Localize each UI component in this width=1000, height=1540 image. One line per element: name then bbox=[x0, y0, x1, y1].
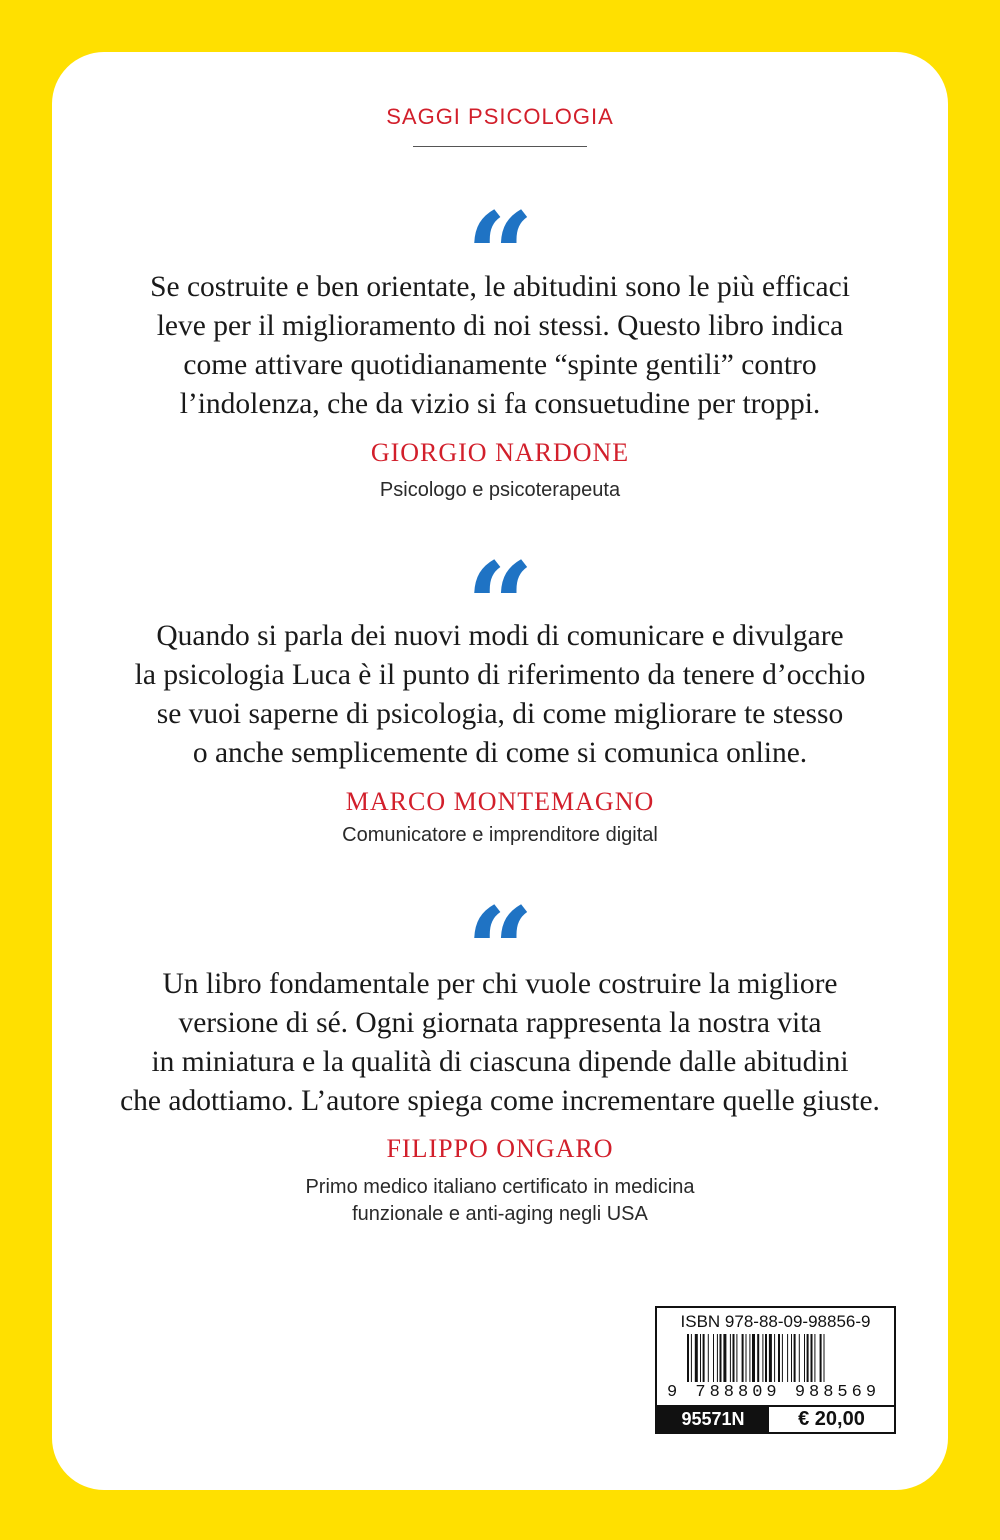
price-label: € 20,00 bbox=[798, 1408, 865, 1430]
testimonial-role bbox=[0, 822, 1000, 849]
barcode-bar bbox=[774, 1334, 775, 1382]
barcode-bar bbox=[765, 1334, 767, 1382]
quote-line: Un libro fondamentale per chi vuole costruire la migliore bbox=[162, 968, 838, 1000]
quote-line: in miniatura e la qualità di ciascuna dipende dalle abitudini bbox=[151, 1046, 849, 1078]
barcode-bar bbox=[762, 1334, 763, 1382]
barcode-bar bbox=[746, 1334, 747, 1382]
barcode-bar bbox=[736, 1334, 737, 1382]
barcode-bar bbox=[804, 1334, 805, 1382]
testimonial-author: FILIPPO ONGARO bbox=[386, 1134, 614, 1163]
price-strip bbox=[657, 1405, 894, 1432]
barcode-bar bbox=[752, 1334, 755, 1382]
testimonial-role bbox=[0, 477, 1000, 504]
category-label: SAGGI PSICOLOGIA bbox=[386, 104, 614, 129]
barcode-bar bbox=[769, 1334, 772, 1382]
barcode-bar bbox=[720, 1334, 722, 1382]
barcode-bar bbox=[787, 1334, 788, 1382]
barcode-bar bbox=[799, 1334, 800, 1382]
barcode-bar bbox=[733, 1334, 735, 1382]
barcode-bar bbox=[778, 1334, 780, 1382]
barcode-icon bbox=[687, 1334, 867, 1382]
role-line: Comunicatore e imprenditore digital bbox=[342, 824, 658, 846]
barcode-bar bbox=[717, 1334, 718, 1382]
barcode-bar bbox=[730, 1334, 731, 1382]
quote-line: versione di sé. Ogni giornata rappresenta la nostra vita bbox=[178, 1007, 822, 1039]
isbn-number: ISBN 978-88-09-98856-9 bbox=[680, 1312, 871, 1331]
barcode-bar bbox=[824, 1334, 825, 1382]
barcode-bar bbox=[687, 1334, 689, 1382]
testimonial-quote bbox=[40, 617, 960, 773]
barcode-bar bbox=[807, 1334, 809, 1382]
barcode-bar bbox=[695, 1334, 698, 1382]
role-line: Psicologo e psicoterapeuta bbox=[379, 479, 621, 501]
barcode-bar bbox=[820, 1334, 822, 1382]
barcode-bar bbox=[691, 1334, 692, 1382]
barcode-bar bbox=[749, 1334, 750, 1382]
testimonial-author: MARCO MONTEMAGNO bbox=[345, 787, 655, 816]
barcode-bar bbox=[742, 1334, 744, 1382]
testimonial-quote bbox=[40, 268, 960, 424]
quote-mark-icon: “ bbox=[466, 881, 534, 1020]
barcode-bar bbox=[723, 1334, 726, 1382]
testimonial-author: GIORGIO NARDONE bbox=[370, 438, 630, 467]
quote-line: Quando si parla dei nuovi modi di comunicare e divulgare bbox=[156, 620, 844, 652]
quote-line: leve per il miglioramento di noi stessi. Questo libro indica bbox=[156, 310, 844, 342]
testimonial-quote bbox=[40, 965, 960, 1121]
product-code: 95571N bbox=[657, 1407, 769, 1432]
category-divider bbox=[413, 146, 587, 147]
barcode-digits: 9 788809 988569 bbox=[667, 1383, 881, 1402]
role-line: Primo medico italiano certificato in medicina bbox=[305, 1176, 695, 1198]
quote-line: l’indolenza, che da vizio si fa consuetudine per troppi. bbox=[179, 388, 821, 420]
quote-line: come attivare quotidianamente “spinte gentili” contro bbox=[183, 349, 817, 381]
quote-line: se vuoi saperne di psicologia, di come migliorare te stesso bbox=[156, 698, 844, 730]
barcode-bar bbox=[757, 1334, 759, 1382]
barcode-bar bbox=[791, 1334, 792, 1382]
barcode-bar bbox=[794, 1334, 796, 1382]
barcode-bar bbox=[700, 1334, 701, 1382]
barcode-bar bbox=[782, 1334, 783, 1382]
testimonial-role bbox=[0, 1174, 1000, 1228]
quote-mark-icon: “ bbox=[466, 536, 534, 675]
quote-line: che adottiamo. L’autore spiega come incrementare quelle giuste. bbox=[120, 1085, 880, 1117]
quote-line: Se costruite e ben orientate, le abitudini sono le più efficaci bbox=[150, 271, 850, 303]
barcode-bar bbox=[708, 1334, 709, 1382]
quote-mark-icon: “ bbox=[466, 186, 534, 325]
role-line: funzionale e anti-aging negli USA bbox=[352, 1203, 648, 1225]
barcode-bar bbox=[703, 1334, 705, 1382]
barcode-bar bbox=[811, 1334, 813, 1382]
quote-line: la psicologia Luca è il punto di riferimento da tenere d’occhio bbox=[134, 659, 866, 691]
barcode-box bbox=[655, 1306, 896, 1434]
quote-line: o anche semplicemente di come si comunica online. bbox=[192, 737, 808, 769]
barcode-bar bbox=[713, 1334, 714, 1382]
barcode-bar bbox=[814, 1334, 815, 1382]
